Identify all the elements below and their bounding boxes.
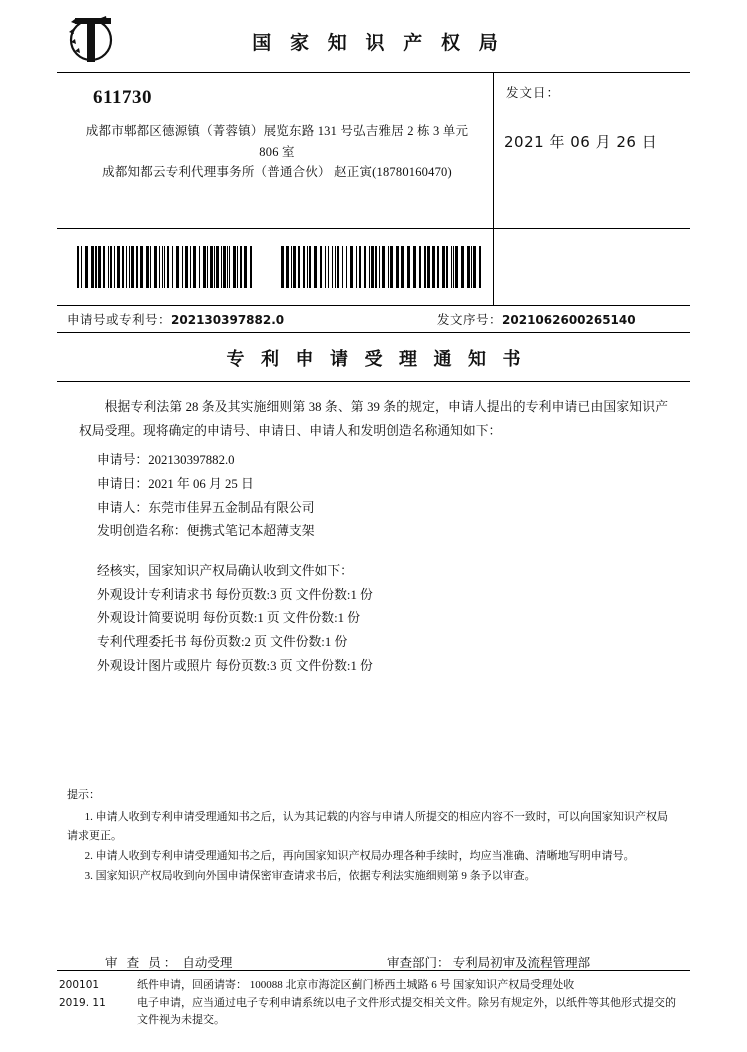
signature-row xyxy=(57,953,690,971)
received-documents xyxy=(97,560,668,678)
document-footer xyxy=(57,970,690,1030)
note-item-2: 2. 申请人收到专利申请受理通知书之后，再向国家知识产权局办理各种手续时，均应当准确、清晰地写明申请号。 xyxy=(84,850,635,863)
department-label: 审查部门： xyxy=(387,955,450,970)
department-field xyxy=(387,953,682,971)
notes-section xyxy=(57,786,690,886)
application-number-barcode xyxy=(77,246,255,288)
dispatch-number-label: 发文序号： xyxy=(437,313,503,327)
barcode-left-cell xyxy=(57,229,494,305)
dispatch-number-field xyxy=(417,310,690,328)
document-body xyxy=(57,382,690,678)
dispatch-number-value: 2021062600265140 xyxy=(502,313,636,327)
application-number-label: 申请号或专利号： xyxy=(67,313,172,327)
address-and-date-block xyxy=(57,73,690,229)
issue-date-label: 发文日： xyxy=(506,86,561,100)
intro-paragraph: 根据专利法第 28 条及其实施细则第 38 条、第 39 条的规定，申请人提出的专利申请已由国家知识产权局受理。现将确定的申请号、申请日、申请人和发明创造名称通知如下： xyxy=(79,400,668,438)
examiner-label: 审 查 员： xyxy=(105,955,180,970)
address-line-3: 成都知都云专利代理事务所（普通合伙） 赵正寅(18780160470) xyxy=(102,165,452,180)
doc-item-drawings: 外观设计图片或照片 每份页数:3 页 文件份数:1 份 xyxy=(97,658,373,673)
barcode-block xyxy=(57,229,690,306)
sipo-emblem-icon xyxy=(65,14,121,66)
document-title: 专 利 申 请 受 理 通 知 书 xyxy=(57,333,690,382)
footer-line-3: 文件视为未提交。 xyxy=(137,1014,225,1027)
numbers-row xyxy=(57,306,690,333)
field-filing-date: 申请日：2021 年 06 月 25 日 xyxy=(97,477,254,492)
doc-item-power-of-attorney: 专利代理委托书 每份页数:2 页 文件份数:1 份 xyxy=(97,635,348,650)
application-fields xyxy=(97,449,668,544)
notes-title: 提示： xyxy=(67,789,100,802)
barcode-right-cell xyxy=(494,229,690,305)
application-number-field xyxy=(57,310,417,328)
addressee-block xyxy=(57,73,494,228)
doc-item-request: 外观设计专利请求书 每份页数:3 页 文件份数:1 份 xyxy=(97,587,373,602)
address-line-1: 成都市郫都区德源镇（菁蓉镇）展览东路 131 号弘吉雅居 2 栋 3 单元 xyxy=(85,124,469,138)
department-value: 专利局初审及流程管理部 xyxy=(452,955,591,970)
footer-line-1: 纸件申请，回函请寄： 100088 北京市海淀区蓟门桥西土城路 6 号 国家知识产权局受理处收 xyxy=(137,979,575,992)
doc-item-brief-description: 外观设计简要说明 每份页数:1 页 文件份数:1 份 xyxy=(97,611,361,626)
address-line-2: 806 室 xyxy=(259,144,295,159)
issue-date-block xyxy=(494,73,690,228)
field-invention-title: 发明创造名称：便携式笔记本超薄支架 xyxy=(97,524,315,539)
issue-date-value: 2021 年 06 月 26 日 xyxy=(504,133,658,151)
dispatch-number-barcode xyxy=(281,246,483,288)
body-spacer xyxy=(79,544,668,560)
note-item-3: 3. 国家知识产权局收到向外国申请保密审查请求书后，依据专利法实施细则第 9 条予以审查。 xyxy=(84,870,536,883)
field-applicant: 申请人：东莞市佳昇五金制品有限公司 xyxy=(97,500,315,515)
field-application-number: 申请号：202130397882.0 xyxy=(97,453,235,468)
notice-sheet xyxy=(57,10,690,1030)
document-header xyxy=(57,10,690,73)
office-title: 国 家 知 识 产 权 局 xyxy=(252,32,505,54)
footer-version: 2019. 11 xyxy=(59,997,106,1010)
examiner-field xyxy=(105,953,387,971)
docs-intro: 经核实，国家知识产权局确认收到文件如下： xyxy=(97,564,353,579)
footer-text xyxy=(137,977,690,1030)
footer-form-code: 200101 xyxy=(59,979,100,992)
examiner-value: 自动受理 xyxy=(182,955,233,970)
postal-code: 611730 xyxy=(93,87,152,108)
footer-line-2: 电子申请，应当通过电子专利申请系统以电子文件形式提交相关文件。除另有规定外，以纸件等其他形式提交的 xyxy=(137,996,676,1009)
footer-codes xyxy=(57,977,137,1030)
application-number-value: 202130397882.0 xyxy=(171,313,285,327)
note-item-1: 1. 申请人收到专利申请受理通知书之后，认为其记载的内容与申请人所提交的相应内容不一致时，可以向国家知识产权局请求更正。 xyxy=(67,810,668,842)
